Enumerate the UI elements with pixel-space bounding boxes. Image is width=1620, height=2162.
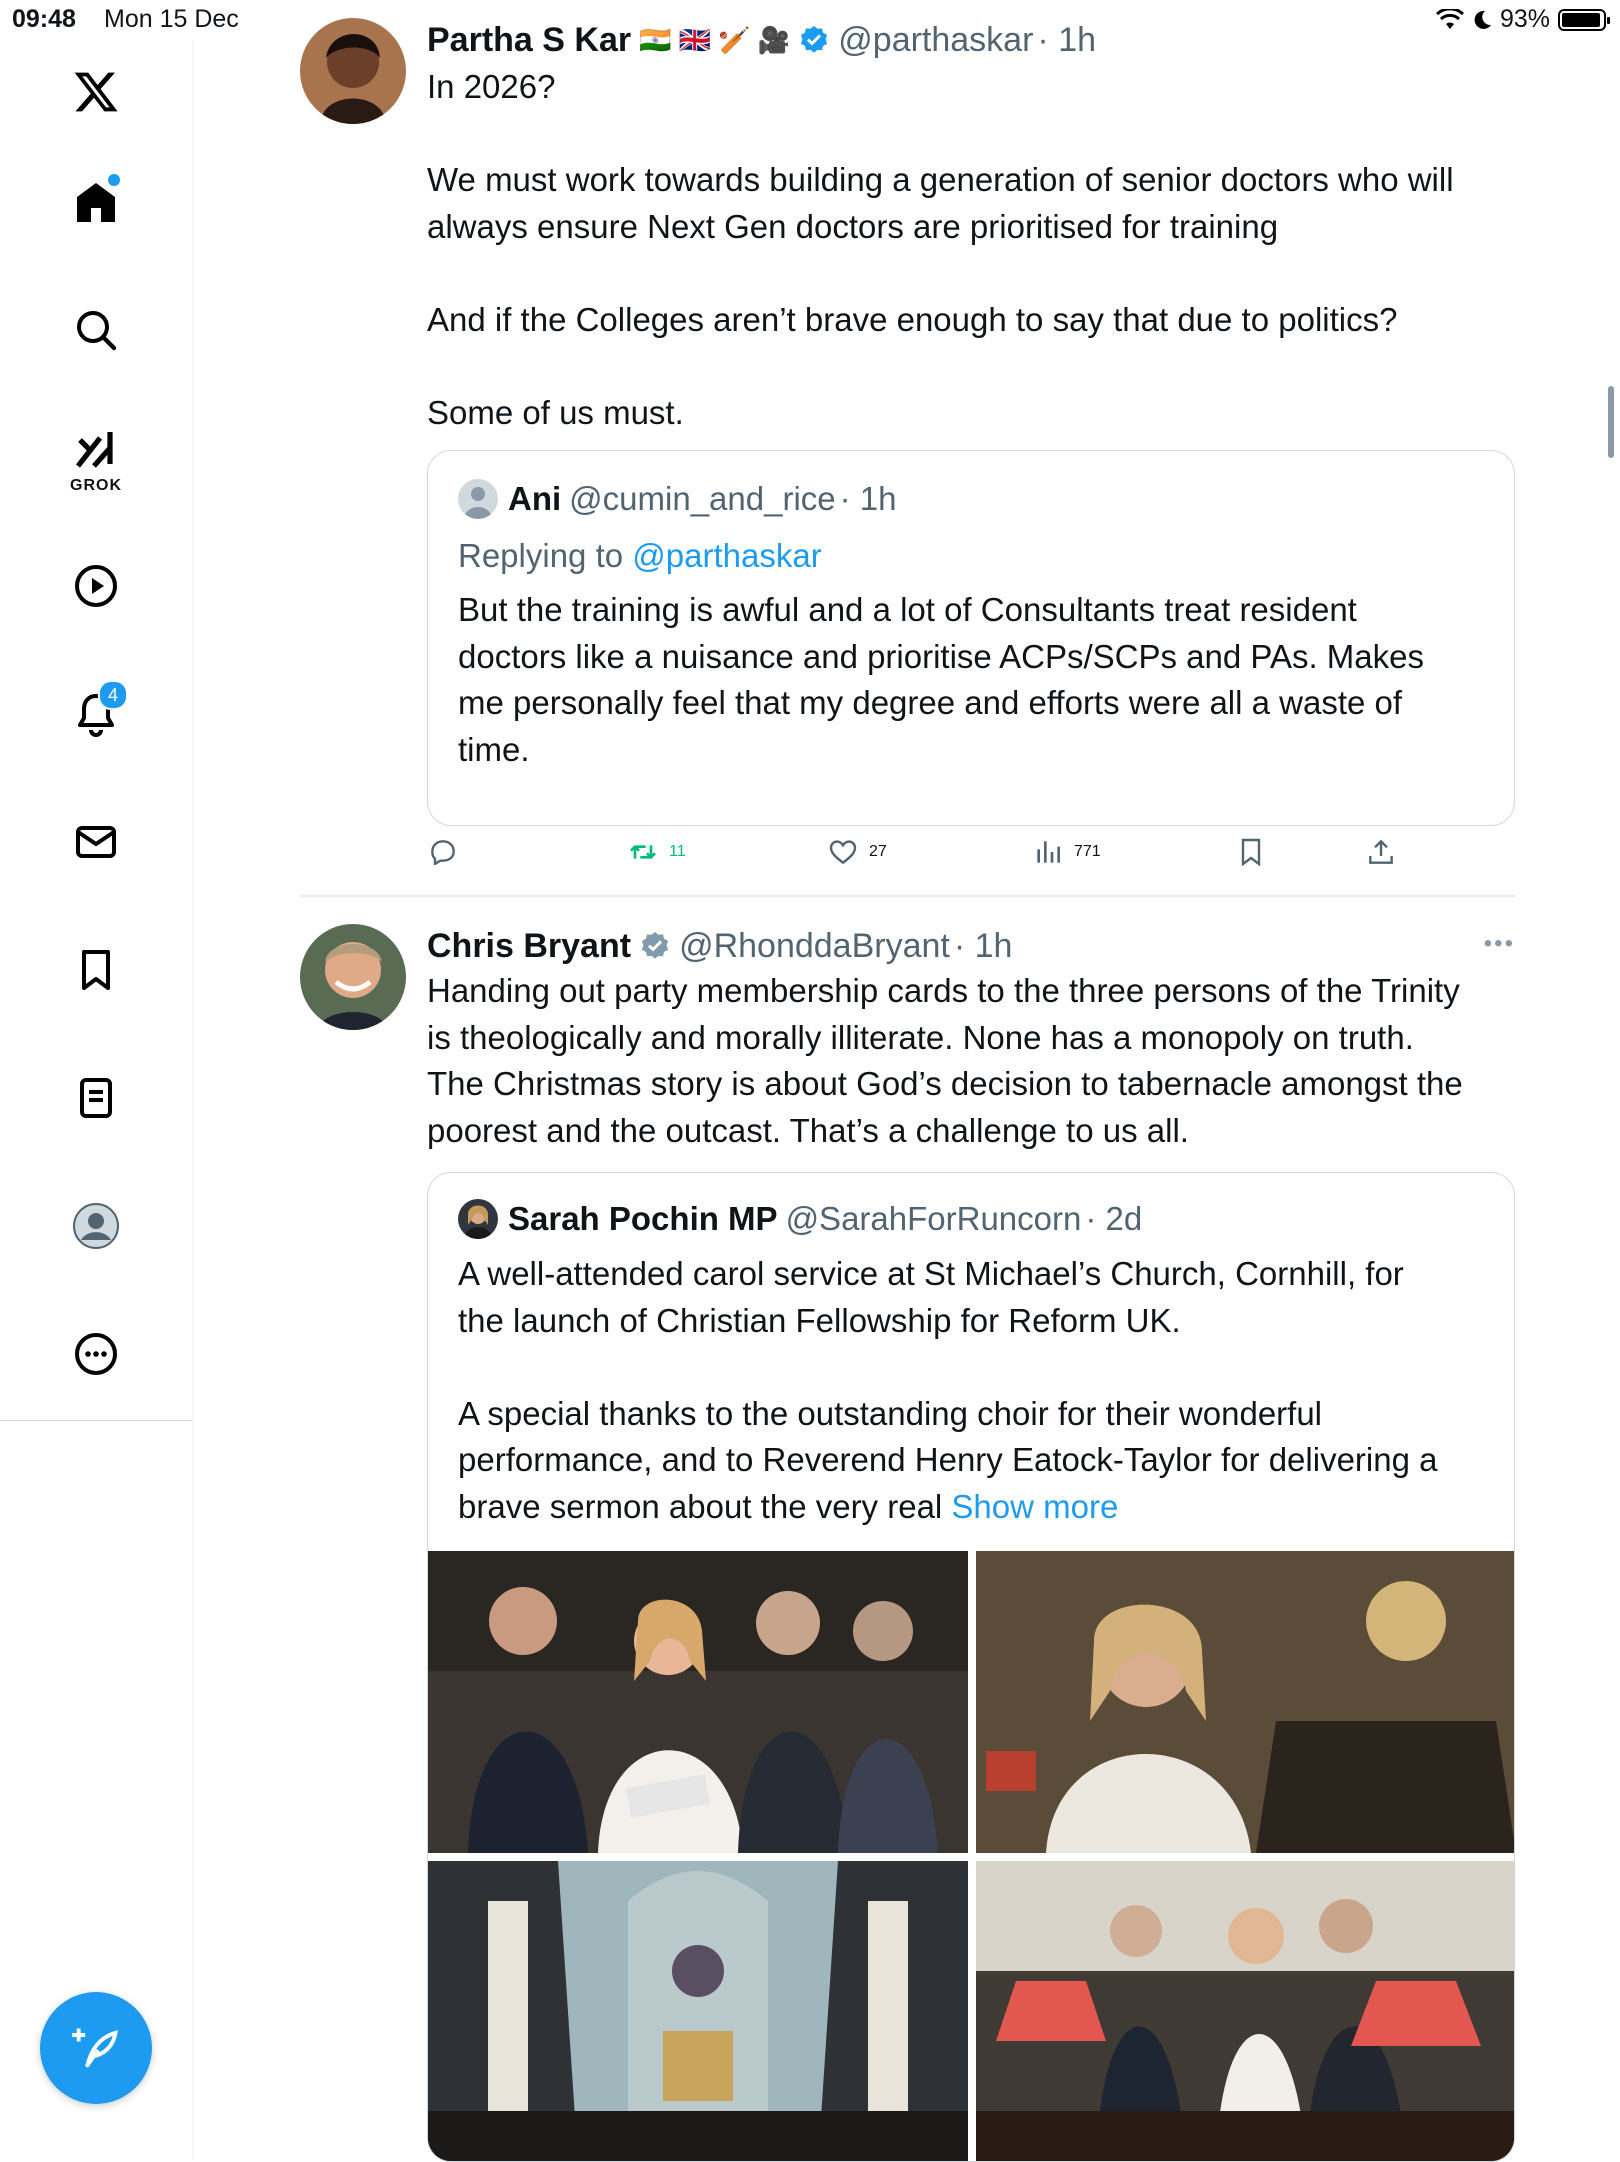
quoted-tweet[interactable] [427,1172,1515,2162]
bookmarks-icon[interactable] [56,930,136,1010]
replying-to-handle[interactable]: @parthaskar [632,537,822,574]
like-count: 27 [869,843,887,860]
like-button[interactable] [827,836,887,868]
messages-icon[interactable] [56,802,136,882]
verified-icon [798,24,830,56]
tweet-header [427,18,1515,62]
reply-button[interactable] [427,836,459,868]
author-name[interactable]: Chris Bryant [427,927,632,965]
lists-icon[interactable] [56,1058,136,1138]
status-time: 09:48 [12,5,76,33]
flag-emojis: 🇮🇳 🇬🇧 🏏 🎥 [639,25,791,55]
tweet-body [427,924,1515,1154]
tweet-time[interactable]: · 1h [953,927,1013,965]
more-icon[interactable] [56,1314,136,1394]
tweet-chris[interactable] [300,924,1515,2160]
quote-avatar [458,479,498,519]
verified-gray-icon [639,930,671,962]
grok-icon[interactable] [56,418,136,498]
compose-button[interactable] [40,1992,152,2104]
battery-icon [1558,9,1606,31]
video-icon[interactable] [56,546,136,626]
replying-to-label: Replying to [458,537,624,574]
home-unread-dot [108,174,120,186]
tweet-separator [300,895,1515,897]
show-more-link[interactable]: Show more [951,1487,1119,1525]
quote-author-name: Sarah Pochin MP [508,1200,778,1237]
x-logo-icon[interactable] [56,52,136,132]
photo-choir-singing[interactable] [428,1551,968,1853]
share-icon [1365,836,1397,868]
quote-author-handle: @SarahForRuncorn [785,1200,1082,1237]
heart-icon [827,836,859,868]
views-button[interactable] [1032,836,1101,868]
author-handle[interactable]: @RhonddaBryant [679,927,950,965]
quote-header [458,477,1484,521]
photo-congregation-lamps[interactable] [976,1861,1515,2162]
tweet-time[interactable]: · 1h [1037,21,1097,59]
home-icon[interactable] [56,162,136,242]
tweet-text: In 2026? We must work towards building a generation of senior doctors who will always ensure Next Gen doctors are prioritised for training And if the Colleges aren’t brave enough to say that due to politics? Some of us must. [427,68,1454,431]
avatar[interactable] [300,924,406,1030]
sidebar-divider [0,1420,192,1421]
reply-icon [427,836,459,868]
tweet-header [427,924,1515,968]
bookmark-icon [1235,836,1267,868]
repost-button[interactable] [627,836,686,868]
quote-time: · 1h [839,480,897,517]
replying-to [458,533,1484,579]
notifications-icon[interactable] [56,674,136,754]
more-options-icon[interactable]: ••• [1483,930,1515,957]
grok-label: GROK [70,477,122,494]
profile-avatar-icon[interactable] [56,1186,136,1266]
quote-time: · 2d [1085,1200,1143,1237]
tweet-actions [427,828,1515,878]
bookmark-button[interactable] [1235,836,1267,868]
author-name[interactable]: Partha S Kar [427,21,632,59]
tweet-text: Handing out party membership cards to the three persons of the Trinity is theologically and morally illiterate. None has a monopoly on truth. The Christmas story is about God’s decision to tabernacle amongst the poorest and the outcast. That’s a challenge to us all. [427,972,1463,1149]
sidebar-nav [0,40,193,2160]
tweet-body [427,18,1515,436]
views-count: 771 [1074,843,1101,860]
quoted-tweet[interactable] [427,450,1515,826]
quote-author-handle: @cumin_and_rice [569,480,836,517]
compose-feather-icon [70,2022,122,2074]
avatar[interactable] [300,18,406,124]
views-icon [1032,836,1064,868]
scrollbar[interactable] [1608,386,1614,458]
status-date: Mon 15 Dec [104,5,239,33]
photo-church-interior[interactable] [428,1861,968,2162]
share-button[interactable] [1365,836,1397,868]
author-handle[interactable]: @parthaskar [838,21,1034,59]
quote-text: But the training is awful and a lot of Consultants treat resident doctors like a nuisance and prioritise ACPs/SCPs and PAs. Makes me personally feel that my degree and efforts were all a waste of time. [458,591,1425,768]
search-icon[interactable] [56,290,136,370]
quote-author-name: Ani [508,480,562,517]
media-grid [428,1551,1515,2162]
tweet-partha[interactable] [300,18,1515,888]
battery-percent: 93% [1499,5,1550,33]
repost-count: 11 [669,843,686,860]
photo-reading-lectern[interactable] [976,1551,1515,1853]
repost-icon [627,836,659,868]
quote-avatar [458,1199,498,1239]
quote-text [458,1251,1484,1530]
quote-text-body: A well-attended carol service at St Michael’s Church, Cornhill, for the launch of Christian Fellowship for Reform UK. A special thanks to the outstanding choir for their wonderful performance, and to Reverend Henry Eatock-Taylor for delivering a brave sermon about the very real [458,1255,1438,1525]
quote-header [458,1197,1484,1241]
notifications-badge: 4 [98,680,128,710]
